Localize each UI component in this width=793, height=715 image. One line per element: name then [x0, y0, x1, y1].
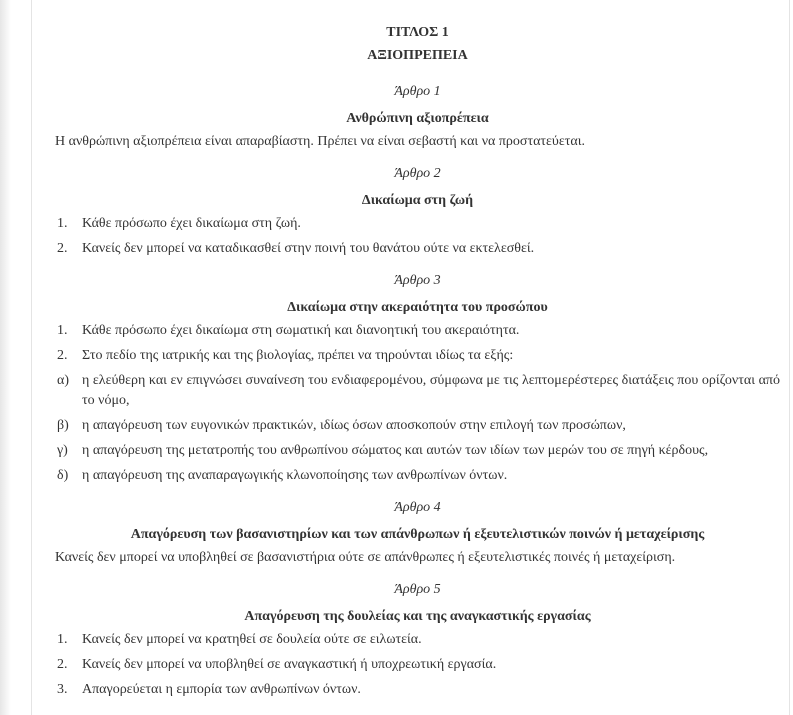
- document-content-area: [31, 0, 790, 715]
- article-2-heading: Άρθρο 2: [394, 166, 441, 181]
- list-item: [55, 466, 780, 486]
- list-item-marker: β): [57, 418, 69, 433]
- list-item-text: Κάθε πρόσωπο έχει δικαίωμα στη ζωή.: [82, 216, 301, 231]
- list-item-marker: 2.: [57, 348, 68, 363]
- article-3-heading: Άρθρο 3: [394, 273, 441, 288]
- list-item-marker: 1.: [57, 632, 68, 647]
- article-1-title: Ανθρώπινη αξιοπρέπεια: [346, 111, 489, 126]
- article-4-heading: Άρθρο 4: [394, 500, 441, 515]
- list-item-text: Κάθε πρόσωπο έχει δικαίωμα στη σωματική και διανοητική του ακεραιότητα.: [82, 323, 520, 338]
- list-item-marker: 2.: [57, 241, 68, 256]
- list-item-text: Κανείς δεν μπορεί να κρατηθεί σε δουλεία ούτε σε ειλωτεία.: [82, 632, 422, 647]
- list-item-text: η ελεύθερη και εν επιγνώσει συναίνεση του ενδιαφερομένου, σύμφωνα με τις λεπτομερέστερες διατάξεις που ορίζονται από το νόμο,: [82, 373, 780, 408]
- article-3-title: Δικαίωμα στην ακεραιότητα του προσώπου: [287, 300, 548, 315]
- article-2-title: Δικαίωμα στη ζωή: [361, 193, 474, 208]
- article-1-paragraph: Η ανθρώπινη αξιοπρέπεια είναι απαραβίαστη. Πρέπει να είναι σεβαστή και να προστατεύεται.: [55, 134, 585, 149]
- list-item-marker: 1.: [57, 323, 68, 338]
- list-item-marker: δ): [57, 468, 69, 483]
- list-item-marker: α): [57, 373, 69, 388]
- article-4-paragraph: Κανείς δεν μπορεί να υποβληθεί σε βασανιστήρια ούτε σε απάνθρωπες ή εξευτελιστικές ποινές ή μεταχείριση.: [55, 550, 676, 565]
- article-1-heading: Άρθρο 1: [394, 84, 441, 99]
- article-5-heading: Άρθρο 5: [394, 582, 441, 597]
- list-item: [55, 416, 780, 436]
- list-item-text: Απαγορεύεται η εμπορία των ανθρωπίνων όντων.: [82, 682, 361, 697]
- article-4-title: Απαγόρευση των βασανιστηρίων και των απάνθρωπων ή εξευτελιστικών ποινών ή μεταχείρισης: [130, 527, 705, 542]
- list-item-text: η απαγόρευση της αναπαραγωγικής κλωνοποίησης των ανθρωπίνων όντων.: [82, 468, 508, 483]
- list-item-text: η απαγόρευση της μετατροπής του ανθρωπίνου σώματος και αυτών των ιδίων των μερών του σε πηγή κέρδους,: [82, 443, 709, 458]
- list-item: [55, 239, 780, 259]
- list-item-marker: γ): [57, 443, 68, 458]
- list-item-marker: 2.: [57, 657, 68, 672]
- page-edge-shade: [0, 0, 11, 715]
- list-item-text: η απαγόρευση των ευγονικών πρακτικών, ιδίως όσων αποσκοπούν στην επιλογή των προσώπων,: [82, 418, 626, 433]
- list-item: [55, 214, 780, 234]
- article-1: [55, 82, 780, 152]
- list-item: [55, 630, 780, 650]
- article-5: [55, 580, 780, 700]
- list-item: [55, 346, 780, 366]
- list-item-text: Στο πεδίο της ιατρικής και της βιολογίας, πρέπει να τηρούνται ιδίως τα εξής:: [82, 348, 514, 363]
- list-item-marker: 3.: [57, 682, 68, 697]
- title-name: ΑΞΙΟΠΡΕΠΕΙΑ: [367, 48, 468, 63]
- list-item: [55, 655, 780, 675]
- list-item: [55, 371, 780, 411]
- article-4: [55, 498, 780, 568]
- list-item: [55, 441, 780, 461]
- article-2: [55, 164, 780, 259]
- list-item-text: Κανείς δεν μπορεί να καταδικασθεί στην ποινή του θανάτου ούτε να εκτελεσθεί.: [82, 241, 535, 256]
- article-3: [55, 271, 780, 486]
- list-item: [55, 680, 780, 700]
- article-5-title: Απαγόρευση της δουλείας και της αναγκαστικής εργασίας: [244, 609, 591, 624]
- list-item: [55, 321, 780, 341]
- title-heading: ΤΙΤΛΟΣ 1: [386, 25, 449, 40]
- list-item-marker: 1.: [57, 216, 68, 231]
- list-item-text: Κανείς δεν μπορεί να υποβληθεί σε αναγκαστική ή υποχρεωτική εργασία.: [82, 657, 497, 672]
